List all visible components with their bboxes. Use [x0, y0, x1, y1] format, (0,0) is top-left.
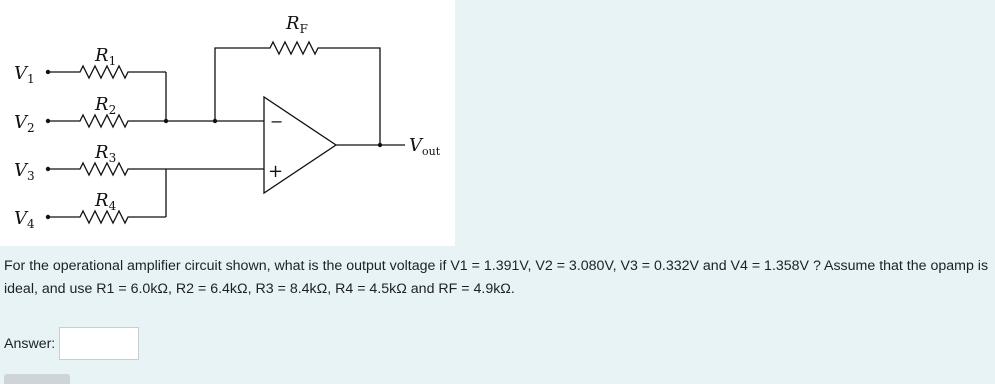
question-text: For the operational amplifier circuit shown, what is the output voltage if V1 = 1.391V, V2 = 3.080V, V3 = 0.332V and V4 = 1.358V ? Assume that the opamp is ideal, and use R1 = 6.0kΩ, R2 = 6.4kΩ, R3 = 8.4kΩ, R4 = 4.5kΩ and RF = 4.9kΩ. [4, 258, 989, 297]
opamp-minus-sign: − [270, 112, 284, 131]
r1-label: $R_1$ [95, 45, 117, 68]
v4-label: $V_4$ [14, 208, 35, 231]
opamp-plus-sign: + [268, 161, 284, 182]
junction-dot [378, 143, 382, 147]
r3-label: $R_3$ [95, 142, 117, 165]
r1-resistor [48, 66, 166, 78]
circuit-diagram [0, 0, 455, 246]
circuit-svg [0, 0, 455, 246]
feedback-resistor [215, 42, 380, 145]
r4-resistor [48, 211, 166, 223]
answer-input[interactable] [59, 327, 139, 360]
v1-label: $V_1$ [14, 63, 35, 86]
v3-label: $V_3$ [14, 160, 35, 183]
answer-row [4, 325, 139, 362]
answer-label: Answer: [4, 335, 56, 352]
junction-dot [164, 119, 168, 123]
r3-resistor [48, 163, 166, 175]
r2-resistor [48, 115, 166, 127]
vout-label: $V_{out}$ [409, 135, 441, 158]
rf-label: $R_F$ [286, 13, 308, 36]
v2-label: $V_2$ [14, 112, 35, 135]
r2-label: $R_2$ [95, 94, 117, 117]
r4-label: $R_4$ [95, 190, 117, 213]
check-button[interactable] [4, 374, 70, 384]
